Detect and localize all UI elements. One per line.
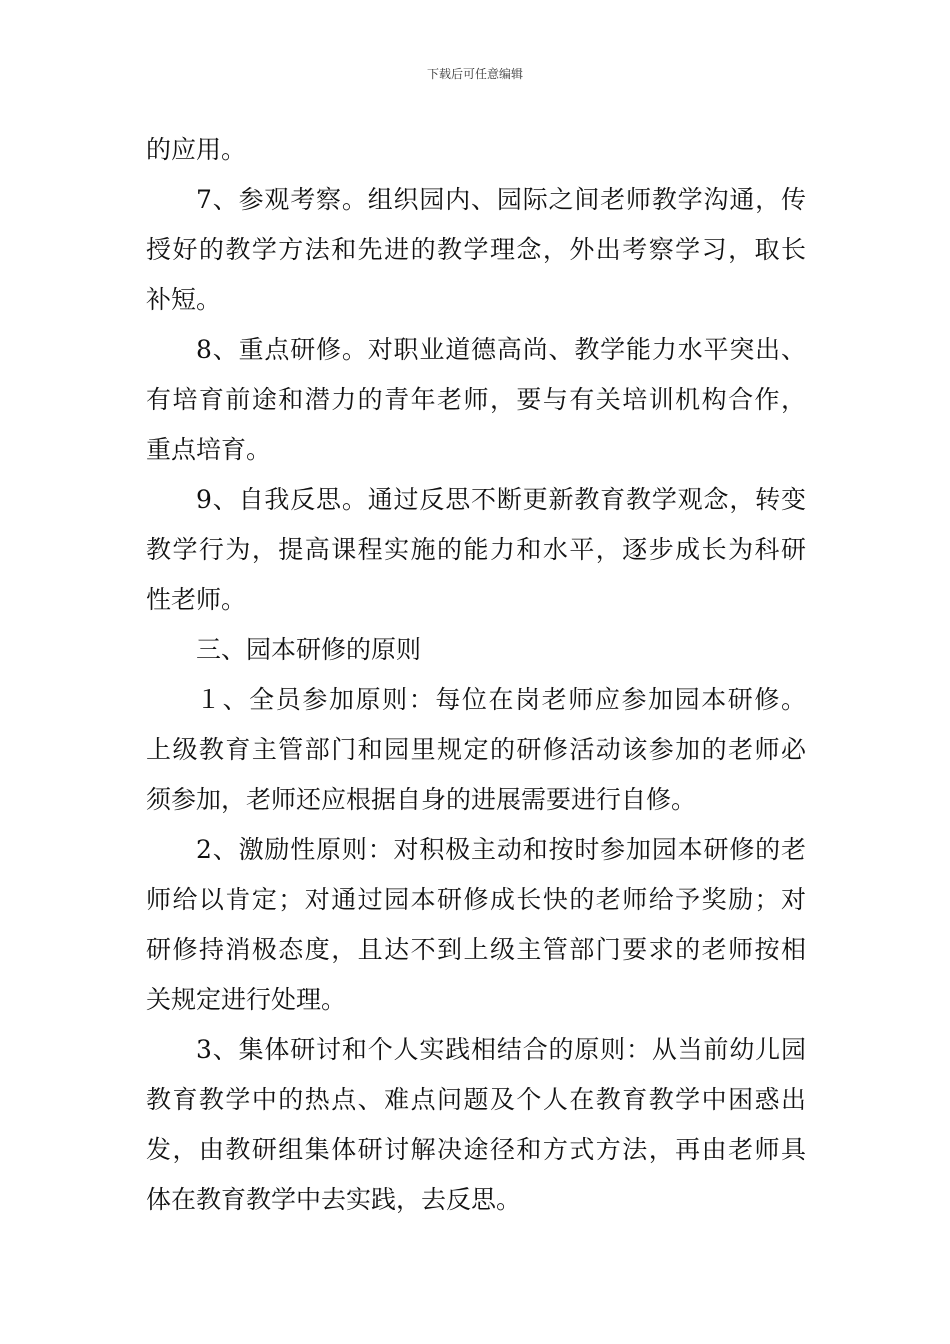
- text-line: 7、参观考察。组织园内、园际之间老师教学沟通，传: [196, 185, 806, 214]
- document-body: [146, 125, 806, 1225]
- text-line: 研修持消极态度，且达不到上级主管部门要求的老师按相: [146, 935, 806, 964]
- text-line: 有培育前途和潜力的青年老师，要与有关培训机构合作，: [146, 385, 806, 414]
- text-line: 授好的教学方法和先进的教学理念，外出考察学习，取长: [146, 235, 806, 264]
- text-line: 须参加，老师还应根据自身的进展需要进行自修。: [146, 785, 697, 814]
- text-line: 3、集体研讨和个人实践相结合的原则：从当前幼儿园: [196, 1035, 806, 1064]
- text-line: １、全员参加原则：每位在岗老师应参加园本研修。: [196, 685, 806, 714]
- text-line: 体在教育教学中去实践，去反思。: [146, 1185, 522, 1214]
- text-line: 补短。: [146, 285, 222, 314]
- text-line: 教育教学中的热点、难点问题及个人在教育教学中困惑出: [146, 1085, 806, 1114]
- text-line: 重点培育。: [146, 435, 272, 464]
- text-line: 性老师。: [146, 585, 247, 614]
- text-line: 2、激励性原则：对积极主动和按时参加园本研修的老: [196, 835, 806, 864]
- text-line: 发，由教研组集体研讨解决途径和方式方法，再由老师具: [146, 1135, 806, 1164]
- page-header: 下载后可任意编辑: [426, 67, 523, 81]
- section-heading: 三、园本研修的原则: [196, 635, 422, 664]
- text-line: 师给以肯定；对通过园本研修成长快的老师给予奖励；对: [146, 885, 806, 914]
- text-line: 教学行为，提高课程实施的能力和水平，逐步成长为科研: [146, 535, 806, 564]
- text-line: 9、自我反思。通过反思不断更新教育教学观念，转变: [196, 485, 806, 514]
- text-line: 8、重点研修。对职业道德高尚、教学能力水平突出、: [196, 335, 806, 364]
- text-line: 的应用。: [146, 135, 247, 164]
- text-line: 关规定进行处理。: [146, 985, 347, 1014]
- text-line: 上级教育主管部门和园里规定的研修活动该参加的老师必: [146, 735, 806, 764]
